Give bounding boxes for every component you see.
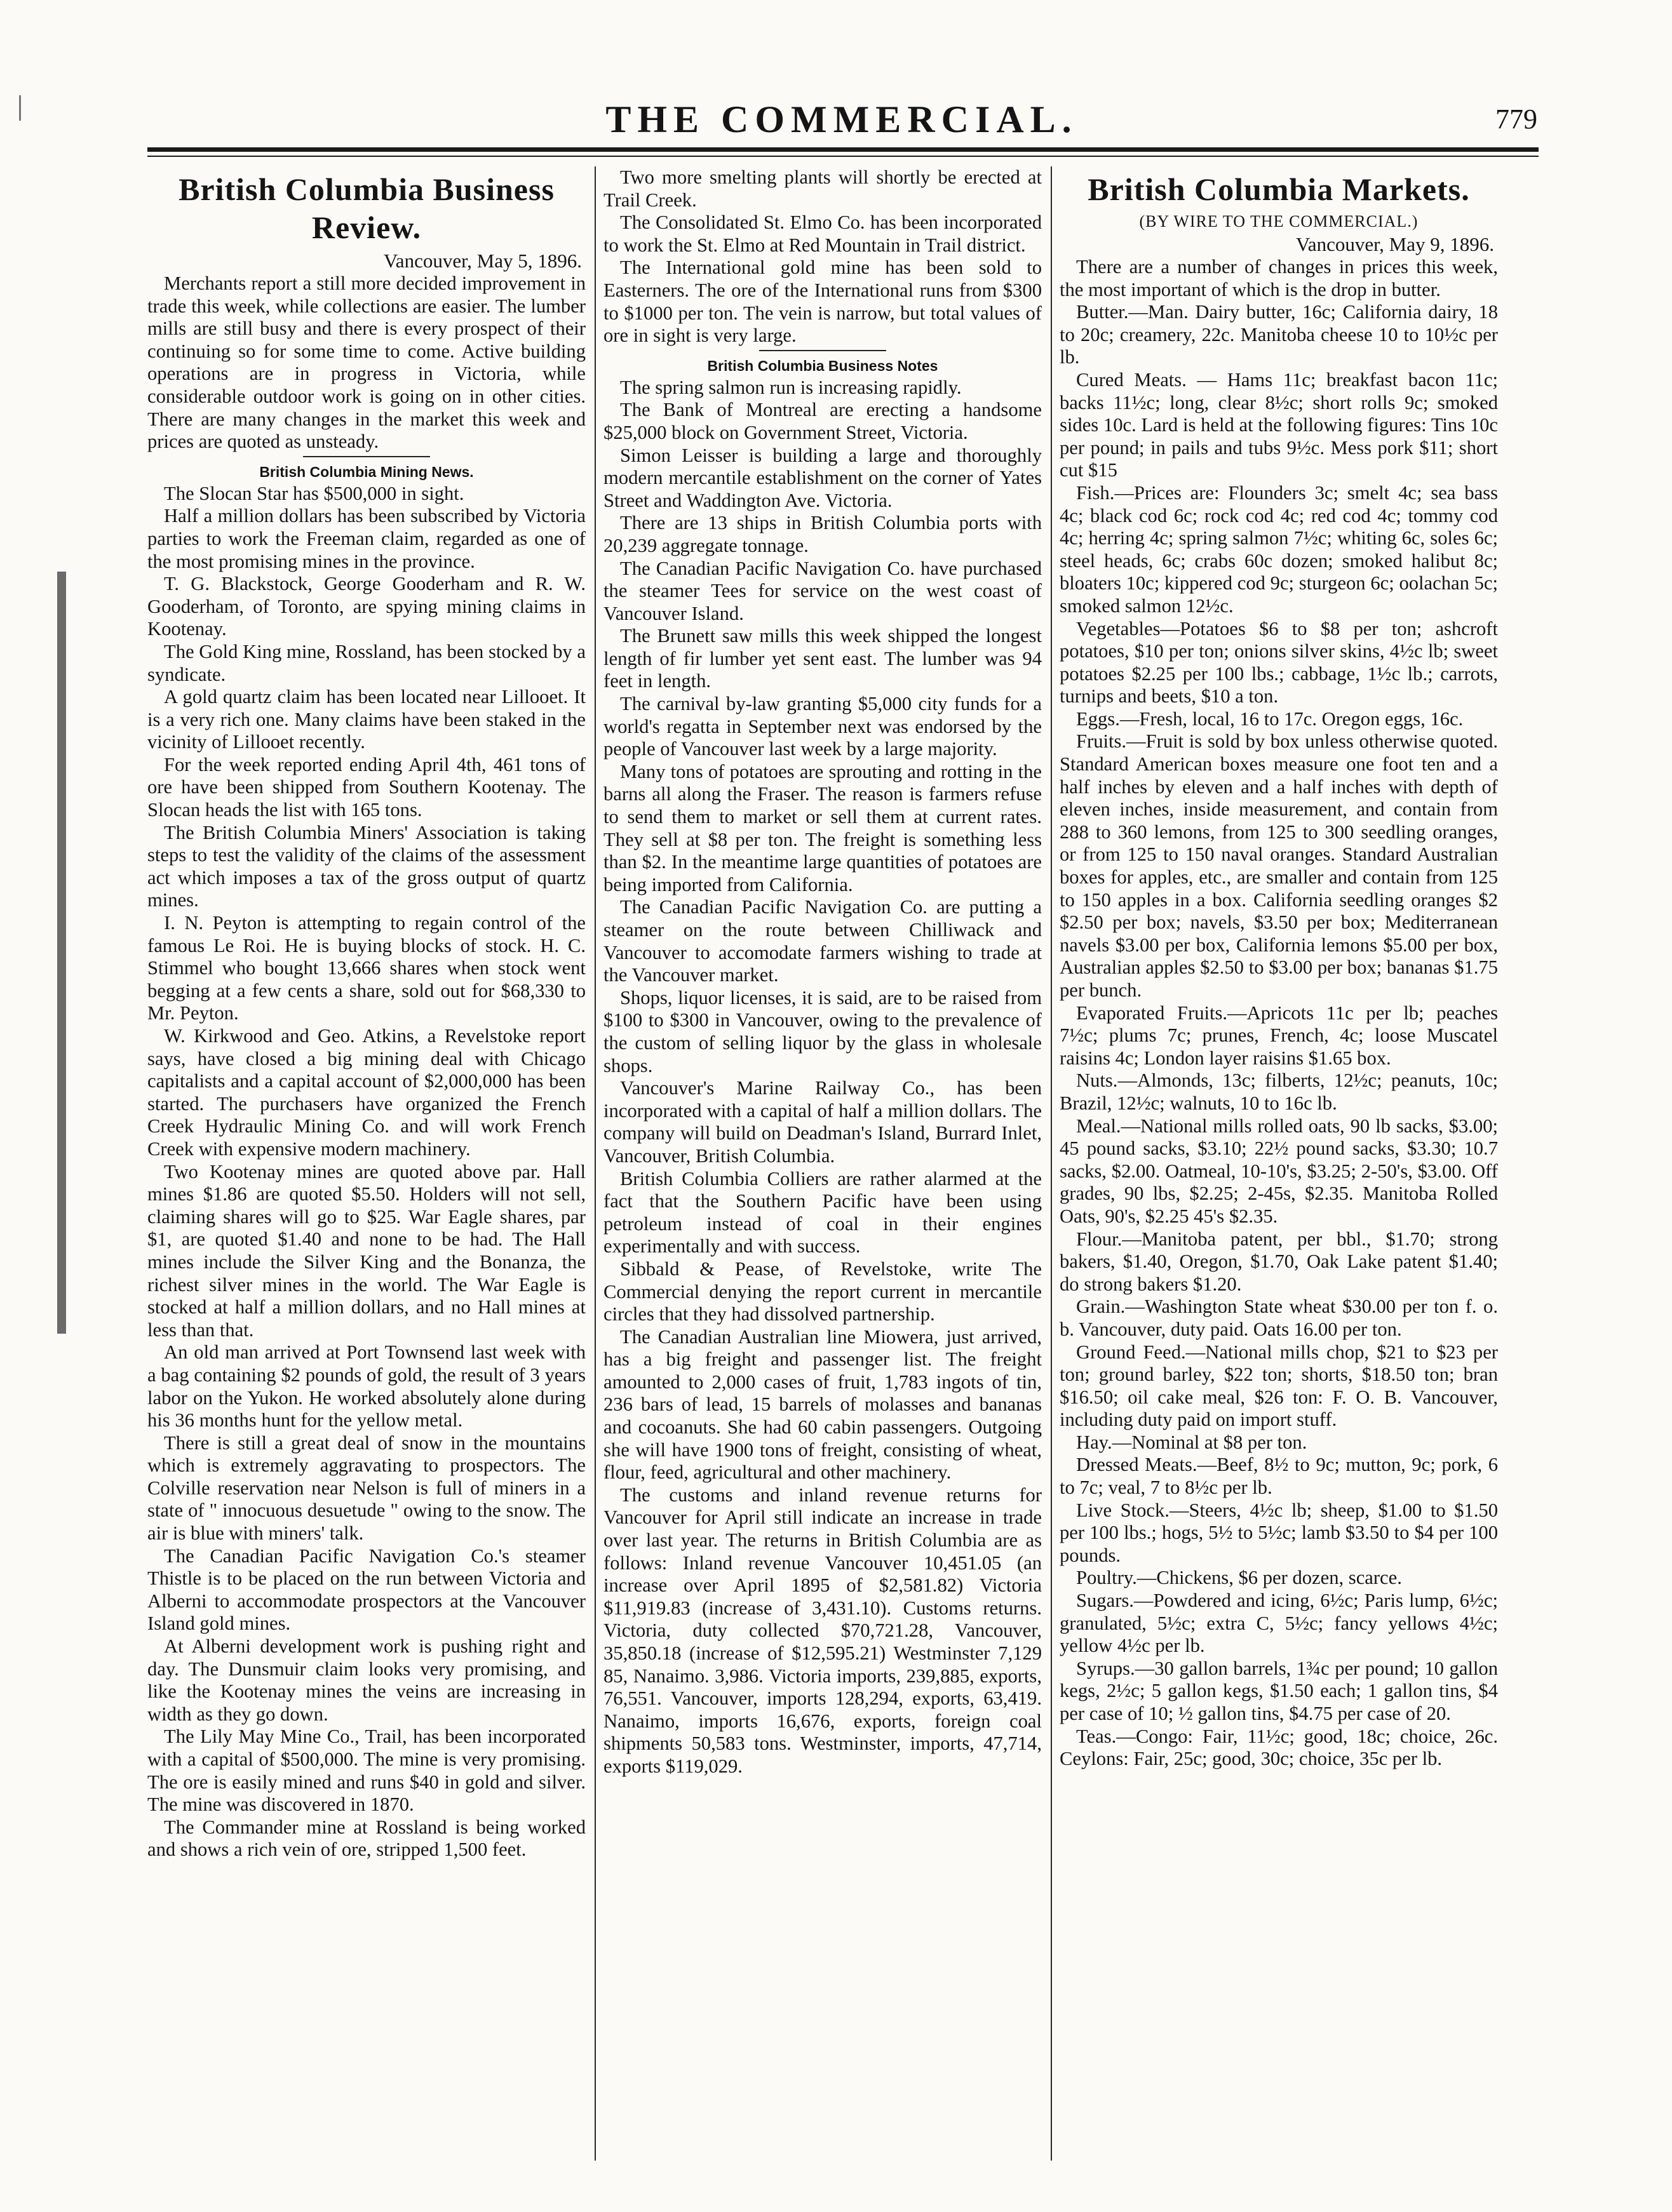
section-rule: [303, 456, 430, 457]
column-divider: [1051, 166, 1052, 2161]
market-paragraph: Poultry.—Chickens, $6 per dozen, scarce.: [1076, 1567, 1402, 1589]
column-business-review: [147, 166, 586, 2173]
mining-news-list: [147, 483, 586, 1861]
news-paragraph: The customs and inland revenue returns for Vancouver for April still indicate an increase in trade over last year. The returns in British Columbia are as follows: Inland revenue Vancouver 10,451.05 (an increase over April 1895 of $2,581.82) Victoria $11,919.83 (increase of 3,431.10). Customs returns. Victoria, duty collected $70,721.28, Vancouver, 35,850.18 (increase of $12,595.21) Westminster 7,129 85, Nanaimo. 3,986. Victoria imports, 239,885, exports, 76,551. Vancouver, imports 128,294, exports, 63,419. Nanaimo, imports 16,676, exports, foreign coal shipments 50,583 tons. Westminster, imports, 47,714, exports $119,029.: [603, 1484, 1042, 1777]
subsection-heading: British Columbia Mining News.: [259, 463, 474, 480]
news-paragraph: W. Kirkwood and Geo. Atkins, a Revelstoke report says, have closed a big mining deal with Chicago capitalists and a capital account of $2,000,000 has been started. The purchasers have organized the French Creek Hydraulic Mining Co. and will work French Creek with expensive modern machinery.: [147, 1025, 586, 1160]
wire-subheading: (BY WIRE TO THE COMMERCIAL.): [1139, 212, 1419, 231]
news-paragraph: T. G. Blackstock, George Gooderham and R. W. Gooderham, of Toronto, are spying mining claims in Kootenay.: [147, 573, 586, 640]
news-paragraph: The carnival by-law granting $5,000 city funds for a world's regatta in September next was endorsed by the people of Vancouver last week by a large majority.: [603, 693, 1042, 760]
news-paragraph: Simon Leisser is building a large and thoroughly modern mercantile establishment on the corner of Yates Street and Waddington Ave. Victoria.: [603, 444, 1042, 511]
scan-edge-mark: [19, 95, 21, 121]
page-number: 779: [1495, 104, 1537, 135]
section-heading: British Columbia Business Review.: [179, 171, 555, 245]
market-paragraph: Nuts.—Almonds, 13c; filberts, 12½c; peanuts, 10c; Brazil, 12½c; walnuts, 10 to 16c lb.: [1060, 1069, 1498, 1114]
market-paragraph: Grain.—Washington State wheat $30.00 per ton f. o. b. Vancouver, duty paid. Oats 16.00 per ton.: [1060, 1296, 1498, 1340]
market-paragraph: Live Stock.—Steers, 4½c lb; sheep, $1.00 to $1.50 per 100 lbs.; hogs, 5½ to 5½c; lamb $3.50 to $4 per 100 pounds.: [1060, 1499, 1498, 1566]
news-paragraph: Two Kootenay mines are quoted above par. Hall mines $1.86 are quoted $5.50. Holders will not sell, claiming shares will go to $25. War Eagle shares, par $1, are quoted $1.40 and none to be had. The Hall mines include the Silver King and the Bonanza, the richest silver mines in the world. The War Eagle is stocked at half a million dollars, and no Hall mines at less than that.: [147, 1160, 586, 1341]
news-paragraph: The Canadian Australian line Miowera, just arrived, has a big freight and passenger list. The freight amounted to 2,000 cases of fruit, 1,783 ingots of tin, 236 bars of lead, 15 barrels of molasses and bananas and cocoanuts. She had 60 cabin passengers. Outgoing she will have 1900 tons of freight, consisting of wheat, flour, feed, agricultural and other machinery.: [603, 1325, 1042, 1484]
news-paragraph: At Alberni development work is pushing right and day. The Dunsmuir claim looks very promising, and like the Kootenay mines the veins are increasing in width as they go down.: [147, 1635, 586, 1725]
news-paragraph: Vancouver's Marine Railway Co., has been incorporated with a capital of half a million dollars. The company will build on Deadman's Island, Burrard Inlet, Vancouver, British Columbia.: [603, 1077, 1042, 1167]
news-paragraph: Many tons of potatoes are sprouting and rotting in the barns all along the Fraser. The reason is farmers refuse to send them to market or sell them at current rates. They sell at $8 per ton. The freight is something less than $2. In the meantime large quantities of potatoes are being imported from California.: [603, 760, 1042, 895]
market-paragraph: Hay.—Nominal at $8 per ton.: [1076, 1431, 1307, 1453]
scan-edge-mark: [57, 572, 66, 1334]
news-paragraph: The Slocan Star has $500,000 in sight.: [164, 482, 464, 504]
market-paragraph: Flour.—Manitoba patent, per bbl., $1.70; strong bakers, $1.40, Oregon, $1.70, Oak Lake patent $1.40; do strong bakers $1.20.: [1060, 1228, 1498, 1295]
news-paragraph: Shops, liquor licenses, it is said, are to be raised from $100 to $300 in Vancouver, owing to the prevalence of the custom of selling liquor by the glass in wholesale shops.: [603, 986, 1042, 1076]
column-divider: [595, 166, 596, 2161]
news-paragraph: The Consolidated St. Elmo Co. has been incorporated to work the St. Elmo at Red Mountain in Trail district.: [603, 211, 1042, 256]
news-paragraph: Half a million dollars has been subscribed by Victoria parties to work the Freeman claim, regarded as one of the most promising mines in the province.: [147, 505, 586, 572]
dateline: Vancouver, May 9, 1896.: [1295, 233, 1494, 255]
market-paragraph: Fish.—Prices are: Flounders 3c; smelt 4c; sea bass 4c; black cod 6c; rock cod 4c; red cod 4c; tommy cod 4c; herring 4c; spring salmon 7½c; whiting 6c, soles 6c; steel heads, 6c; crabs 60c dozen; smoked halibut 8c; bloaters 10c; kippered cod 9c; sturgeon 6c; oolachan 5c; smoked salmon 12½c.: [1060, 481, 1498, 617]
news-paragraph: The Lily May Mine Co., Trail, has been incorporated with a capital of $500,000. The mine is very promising. The ore is easily mined and runs $40 in gold and silver. The mine was discovered in 1870.: [147, 1726, 586, 1816]
news-paragraph: The Brunett saw mills this week shipped the longest length of fir lumber yet sent east. The lumber was 94 feet in length.: [603, 625, 1042, 692]
market-paragraph: Syrups.—30 gallon barrels, 1¾c per pound; 10 gallon kegs, 2½c; 5 gallon kegs, $1.50 each; 1 gallon tins, $4 per case of 10; ½ gallon tins, $4.75 per case of 20.: [1060, 1657, 1498, 1724]
market-paragraph: Butter.—Man. Dairy butter, 16c; California dairy, 18 to 20c; creamery, 22c. Manitoba cheese 10 to 10½c per lb.: [1060, 301, 1498, 368]
market-paragraph: Meal.—National mills rolled oats, 90 lb sacks, $3.00; 45 pound sacks, $3.10; 22½ pound sacks, $3.30; 10.7 sacks, $2.00. Oatmeal, 10-10's, $3.25; 2-50's, $3.00. Off grades, 90 lbs, $2.25; 2-45s, $2.35. Manitoba Rolled Oats, 90's, $2.25 45's $2.35.: [1060, 1115, 1498, 1227]
news-paragraph: The spring salmon run is increasing rapidly.: [620, 376, 962, 398]
masthead-rule: [147, 147, 1539, 152]
subsection-heading: British Columbia Business Notes: [707, 357, 938, 374]
news-paragraph: The Commander mine at Rossland is being worked and shows a rich vein of ore, stripped 1,500 feet.: [147, 1816, 586, 1861]
news-paragraph: The Canadian Pacific Navigation Co.'s steamer Thistle is to be placed on the run between Victoria and Alberni to accommodate prospectors at the Vancouver Island gold mines.: [147, 1545, 586, 1635]
news-paragraph: The Bank of Montreal are erecting a handsome $25,000 block on Government Street, Victoria.: [603, 399, 1042, 443]
column-business-notes: [603, 166, 1042, 2173]
news-paragraph: British Columbia Colliers are rather alarmed at the fact that the Southern Pacific have been using petroleum instead of coal in their engines experimentally and with success.: [603, 1167, 1042, 1257]
market-paragraph: Ground Feed.—National mills chop, $21 to $23 per ton; ground barley, $22 ton; shorts, $18.50 ton; bran $16.50; oil cake meal, $26 ton: F. O. B. Vancouver, including duty paid on import stuff.: [1060, 1341, 1498, 1431]
intro-paragraph: Merchants report a still more decided improvement in trade this week, while collections are easier. The lumber mills are still busy and there is every prospect of their continuing so for some time to come. Active building operations are in progress in Victoria, while considerable outdoor work is going on in other cities. There are many changes in the market this week and prices are quoted as unsteady.: [147, 272, 586, 453]
news-paragraph: An old man arrived at Port Townsend last week with a bag containing $2 pounds of gold, the result of 3 years labor on the Yukon. He worked absolutely alone during his 36 months hunt for the yellow metal.: [147, 1341, 586, 1431]
market-paragraph: Cured Meats. — Hams 11c; breakfast bacon 11c; backs 11½c; long, clear 8½c; short rolls 9c; smoked sides 10c. Lard is held at the following figures: Tins 10c per pound; in pails and tubs 9½c. Mess pork $11; short cut $15: [1060, 368, 1498, 481]
news-paragraph: A gold quartz claim has been located near Lillooet. It is a very rich one. Many claims have been staked in the vicinity of Lillooet recently.: [147, 686, 586, 753]
market-paragraph: Fruits.—Fruit is sold by box unless otherwise quoted. Standard American boxes measure one foot ten and a half inches by eleven and a half inches with depth of eleven inches, inside measurement, and contain from 288 to 360 lemons, from 125 to 300 seedling oranges, or from 125 to 150 naval oranges. Standard Australian boxes for apples, etc., are smaller and contain from 125 to 150 apples in a box. California seedling oranges $2 $2.50 per box; navels, $3.50 per box; Mediterranean navels $3.00 per box, California lemons $5.00 per box, Australian apples $2.50 to $3.00 per box; bananas $1.75 per bunch.: [1060, 730, 1498, 1001]
market-paragraph: Vegetables—Potatoes $6 to $8 per ton; ashcroft potatoes, $10 per ton; onions silver skins, 4½c lb; sweet potatoes $2.25 per 100 lbs.; cabbage, 1½c lb.; carrots, turnips and beets, $10 a ton.: [1060, 617, 1498, 707]
news-paragraph: For the week reported ending April 4th, 461 tons of ore have been shipped from Southern Kootenay. The Slocan heads the list with 165 tons.: [147, 753, 586, 821]
business-notes-list: [603, 377, 1042, 1778]
market-paragraph: Teas.—Congo: Fair, 11½c; good, 18c; choice, 26c. Ceylons: Fair, 25c; good, 30c; choice, 35c per lb.: [1060, 1725, 1498, 1770]
market-paragraph: There are a number of changes in prices this week, the most important of which is the drop in butter.: [1060, 256, 1498, 300]
column-markets: [1060, 166, 1498, 2173]
masthead-rule-thin: [147, 156, 1539, 157]
news-paragraph: I. N. Peyton is attempting to regain control of the famous Le Roi. He is buying blocks of stock. H. C. Stimmel who bought 13,666 shares when stock went begging at a few cents a share, sold out for $68,330 to Mr. Peyton.: [147, 912, 586, 1024]
market-paragraph: Eggs.—Fresh, local, 16 to 17c. Oregon eggs, 16c.: [1076, 707, 1464, 730]
news-paragraph: Two more smelting plants will shortly be erected at Trail Creek.: [603, 166, 1042, 211]
news-paragraph: Sibbald & Pease, of Revelstoke, write The Commercial denying the report current in mercantile circles that they had dissolved partnership.: [603, 1257, 1042, 1325]
section-heading: British Columbia Markets.: [1088, 171, 1470, 207]
news-paragraph: The British Columbia Miners' Association is taking steps to test the validity of the claims of the assessment act which imposes a tax of the gross output of quartz mines.: [147, 821, 586, 911]
dateline: Vancouver, May 5, 1896.: [383, 250, 582, 272]
news-paragraph: There is still a great deal of snow in the mountains which is extremely aggravating to prospectors. The Colville reservation near Nelson is full of miners in a state of " innocuous desuetude " owing to the snow. The air is blue with miners' talk.: [147, 1431, 586, 1545]
masthead-title: THE COMMERCIAL.: [605, 98, 1078, 140]
market-paragraph: Sugars.—Powdered and icing, 6½c; Paris lump, 6½c; granulated, 5½c; extra C, 5½c; fancy yellows 4½c; yellow 4½c per lb.: [1060, 1590, 1498, 1657]
news-paragraph: The Gold King mine, Rossland, has been stocked by a syndicate.: [147, 640, 586, 685]
section-rule: [759, 350, 886, 351]
news-paragraph: The Canadian Pacific Navigation Co. have purchased the steamer Tees for service on the west coast of Vancouver Island.: [603, 557, 1042, 624]
market-paragraph: Evaporated Fruits.—Apricots 11c per lb; peaches 7½c; plums 7c; prunes, French, 4c; loose Muscatel raisins 4c; London layer raisins $1.65 box.: [1060, 1002, 1498, 1069]
market-paragraph: Dressed Meats.—Beef, 8½ to 9c; mutton, 9c; pork, 6 to 7c; veal, 7 to 8½c per lb.: [1060, 1454, 1498, 1499]
market-report-list: [1060, 256, 1498, 1771]
masthead: [146, 94, 1537, 151]
news-paragraph: The International gold mine has been sold to Easterners. The ore of the International runs from $300 to $1000 per ton. The vein is narrow, but total values of ore in sight is very large.: [603, 257, 1042, 347]
news-paragraph: The Canadian Pacific Navigation Co. are putting a steamer on the route between Chilliwack and Vancouver to accomodate farmers wishing to trade at the Vancouver market.: [603, 896, 1042, 986]
news-paragraph: There are 13 ships in British Columbia ports with 20,239 aggregate tonnage.: [603, 512, 1042, 556]
